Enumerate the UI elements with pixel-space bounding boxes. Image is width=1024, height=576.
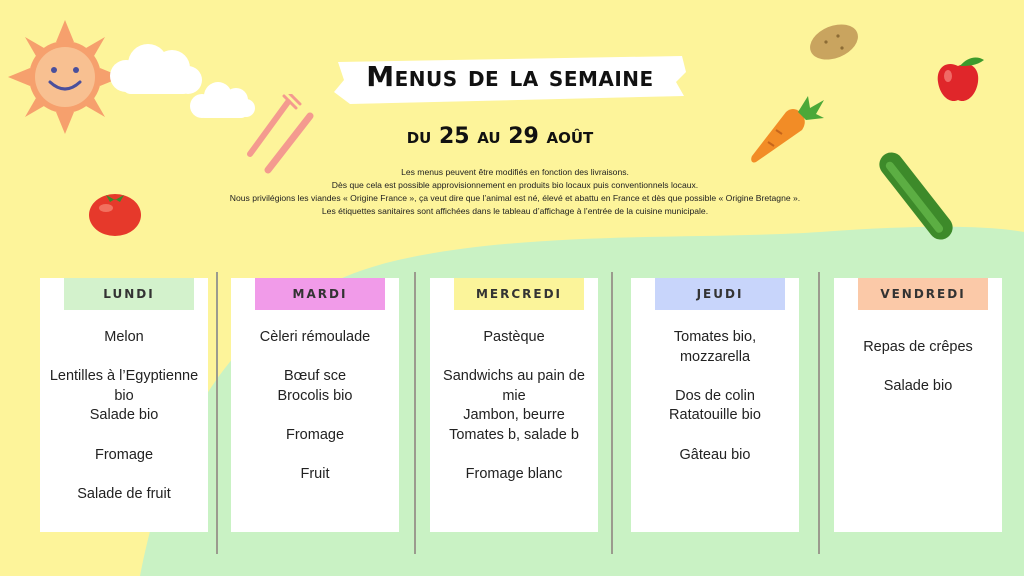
date-range-subtitle: du 25 au 29 août xyxy=(406,124,594,149)
tomato-icon xyxy=(86,186,144,238)
menu-item: Fruit xyxy=(300,466,330,483)
column-divider xyxy=(216,272,218,554)
menu-item: Salade de fruit xyxy=(77,485,171,502)
day-card-mardi xyxy=(231,278,399,532)
day-label: MERCREDI xyxy=(454,278,584,310)
column-divider xyxy=(414,272,416,554)
column-divider xyxy=(611,272,613,554)
day-card-lundi xyxy=(40,278,208,532)
menu-items xyxy=(631,328,799,485)
menu-item: Pastèque xyxy=(483,329,545,345)
note-line: Les menus peuvent être modifiés en fonction des livraisons. xyxy=(401,167,629,177)
potato-icon xyxy=(806,20,862,64)
menu-item: Cèleri rémoulade xyxy=(259,329,371,345)
apple-icon xyxy=(932,52,988,108)
note-line: Les étiquettes sanitaires sont affichées dans le tableau d’affichage à l’entrée de la cuisine municipale. xyxy=(321,206,709,216)
menu-item: Bœuf sce Brocolis bio xyxy=(277,368,353,404)
menu-items xyxy=(231,328,399,504)
menu-item: Fromage xyxy=(94,446,154,463)
note-line: Dès que cela est possible approvisionnement en produits bio locaux puis conventionnels locaux. xyxy=(331,180,699,190)
menu-item: Salade bio xyxy=(883,378,953,395)
day-label: VENDREDI xyxy=(858,278,988,310)
day-label: MARDI xyxy=(255,278,385,310)
day-card-mercredi xyxy=(430,278,598,532)
column-divider xyxy=(818,272,820,554)
day-card-jeudi xyxy=(631,278,799,532)
menu-item: Melon xyxy=(104,329,144,345)
menu-item: Gâteau bio xyxy=(679,446,751,463)
menu-item: Fromage xyxy=(285,426,345,443)
menu-item: Tomates bio, mozzarella xyxy=(673,329,757,365)
menu-item: Dos de colin Ratatouille bio xyxy=(669,387,761,424)
fork-knife-icon xyxy=(244,94,320,174)
day-label: JEUDI xyxy=(655,278,785,310)
title-banner xyxy=(330,52,690,108)
carrot-icon xyxy=(746,94,826,166)
notes-block xyxy=(160,166,870,218)
day-card-vendredi xyxy=(834,278,1002,532)
menu-items xyxy=(834,338,1002,416)
cucumber-icon xyxy=(872,148,958,244)
note-line: Nous privilégions les viandes « Origine France », ça veut dire que l’animal est né, élevé et abattu en France et dès que possible « Origine Bretagne ». xyxy=(229,193,801,203)
menu-item: Fromage blanc xyxy=(465,466,563,483)
page-title: Menus de la semaine xyxy=(366,60,654,93)
day-label: LUNDI xyxy=(64,278,194,310)
menu-item: Sandwichs au pain de mie Jambon, beurre Tomates b, salade b xyxy=(443,368,585,443)
menu-items xyxy=(40,328,208,524)
menu-items xyxy=(430,328,598,504)
menu-item: Repas de crêpes xyxy=(863,339,973,355)
menu-item: Lentilles à l’Egyptienne bio Salade bio xyxy=(49,368,199,424)
